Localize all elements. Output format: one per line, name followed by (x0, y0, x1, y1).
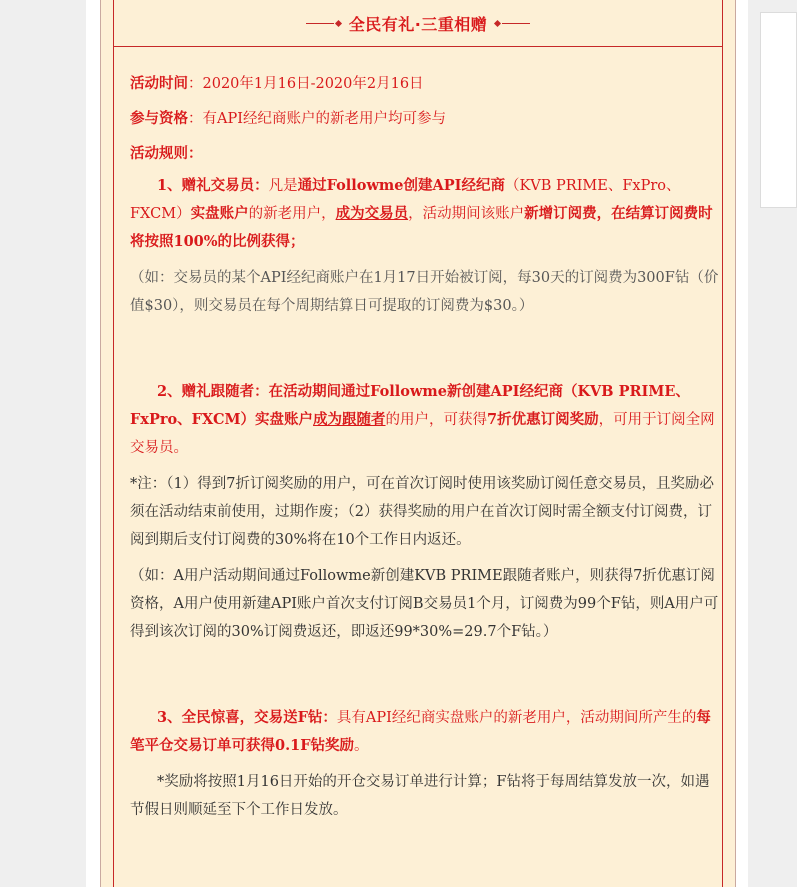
ornament-right-icon (493, 21, 530, 26)
section-2-text: 7折优惠订阅奖励 (487, 411, 599, 428)
title-wrap (306, 12, 531, 35)
section-1-text: （KVB PRIME、FxPro、FXCM） (130, 178, 681, 222)
section-2 (130, 378, 720, 462)
section-2-text: ，可用于订阅全网交易员。 (130, 412, 715, 456)
section-1-text: 成为交易员 (335, 205, 409, 222)
section-2-example: （如：A用户活动期间通过Followme新创建KVB PRIME跟随者账户，则获得7折优惠订阅资格，A用户使用新建API账户首次支付订阅B交易员1个月，订阅费为99个F钻，则A用户可得到该次订阅的30%订阅费返还，即返还99*30%=29.7个F钻。） (130, 568, 719, 640)
ornament-left-icon (306, 21, 343, 26)
section-3-note: *奖励将按照1月16日开始的开仓交易订单进行计算；F钻将于每周结算发放一次，如遇节假日则顺延至下个工作日发放。 (130, 774, 710, 818)
card-inner-border-left (113, 0, 114, 887)
section-2-text: 成为跟随者 (313, 411, 386, 428)
side-panel (760, 12, 797, 208)
section-1-text: 的新老用户， (248, 206, 336, 222)
article-content (130, 70, 720, 824)
section-2-heading: 2、赠礼跟随者： (157, 383, 269, 400)
rules-label-text: 活动规则： (130, 145, 203, 162)
activity-time: 活动时间：2020年1月16日-2020年2月16日 (130, 75, 424, 92)
section-1-text: 实盘账户 (190, 205, 249, 222)
section-3-text: 每笔平仓交易订单可获得0.1F钻奖励 (130, 709, 711, 754)
page-title: 全民有礼·三重相赠 (348, 14, 488, 34)
section-3-heading: 3、全民惊喜，交易送F钻： (157, 709, 337, 726)
section-2-note: *注：（1）得到7折订阅奖励的用户，可在首次订阅时使用该奖励订阅任意交易员，且奖励必须在活动结束前使用，过期作废；（2）获得奖励的用户在首次订阅时需全额支付订阅费，订阅到期后支付订阅费的30%将在10个工作日内返还。 (130, 476, 714, 548)
section-2-text: 的用户，可获得 (385, 412, 488, 428)
section-1-text: 凡是 (268, 178, 298, 194)
section-1 (130, 172, 720, 256)
section-1-example: （如：交易员的某个API经纪商账户在1月17日开始被订阅，每30天的订阅费为300F钻（价值$30），则交易员在每个周期结算日可提取的订阅费为$30。） (130, 270, 719, 314)
eligibility-label: 参与资格 (130, 110, 188, 127)
section-3 (130, 704, 720, 760)
section-1-heading: 1、赠礼交易员： (157, 177, 269, 194)
section-1-text: 通过Followme创建API经纪商 (297, 177, 505, 194)
section-1-text: 新增订阅费，在结算订阅费时将按照100%的比例获得； (130, 205, 713, 250)
time-value: 2020年1月16日-2020年2月16日 (202, 76, 424, 92)
card-header (113, 0, 723, 47)
eligibility: 参与资格：有API经纪商账户的新老用户均可参与 (130, 110, 446, 127)
time-label: 活动时间 (130, 75, 188, 92)
eligibility-value: 有API经纪商账户的新老用户均可参与 (202, 111, 446, 127)
section-3-text: 具有API经纪商实盘账户的新老用户，活动期间所产生的 (336, 710, 697, 726)
card-inner-border-right (722, 0, 723, 887)
section-2-text: 在活动期间通过Followme新创建API经纪商（KVB PRIME、FxPro、FXCM）实盘账户 (130, 383, 690, 428)
rules-label (130, 140, 720, 168)
section-3-text: 。 (354, 738, 369, 754)
section-1-text: ，活动期间该账户 (408, 206, 525, 222)
page-left-background (0, 0, 86, 887)
